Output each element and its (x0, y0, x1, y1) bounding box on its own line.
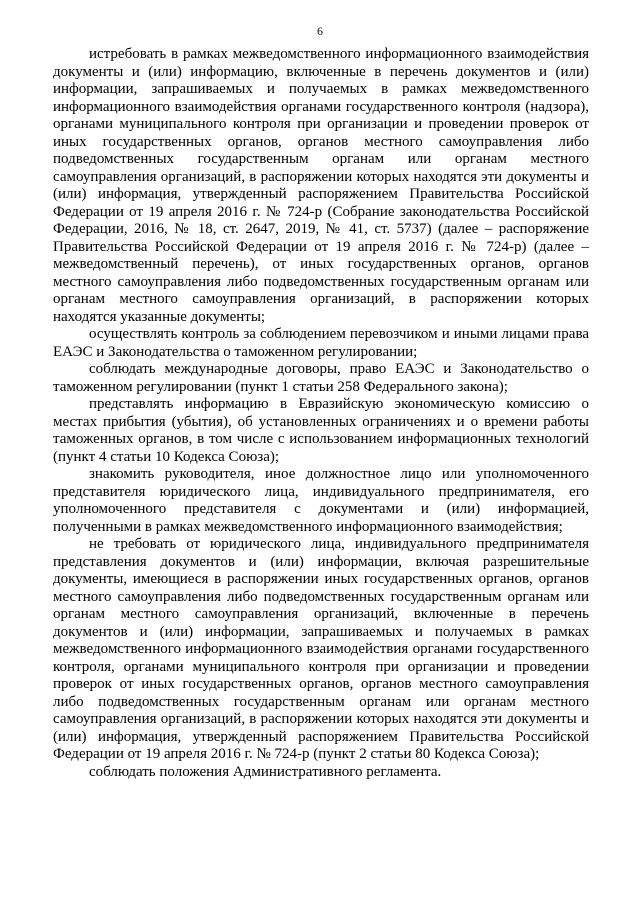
paragraph-control-carrier: осуществлять контроль за соблюдением перевозчиком и иными лицами права ЕАЭС и Законодательства о таможенном регулировании; (53, 326, 589, 360)
paragraph-provide-information: представлять информацию в Евразийскую экономическую комиссию о местах прибытия (убытия), об установленных ограничениях и о времени работы таможенных органов, в том числе с использованием информационных технологий (пункт 4 статьи 10 Кодекса Союза); (53, 396, 589, 465)
paragraph-request-documents: истребовать в рамках межведомственного информационного взаимодействия документы и (или) информацию, включенные в перечень документов и (или) информации, запрашиваемых и получаемых в рамках межведомственного информационного взаимодействия органами государственного контроля (надзора), органами муниципального контроля при организации и проведении проверок от иных государственных органов, органов местного самоуправления либо подведомственных государственным органам или органам местного самоуправления организаций, в распоряжении которых находятся эти документы и (или) информация, утвержденный распоряжением Правительства Российской Федерации от 19 апреля 2016 г. № 724-р (Собрание законодательства Российской Федерации, 2016, № 18, ст. 2647, 2019, № 41, ст. 5737) (далее – распоряжение Правительства Российской Федерации от 19 апреля 2016 г. № 724-р) (далее – межведомственный перечень), от иных государственных органов, органов местного самоуправления либо подведомственных государственным органам или органам местного самоуправления организаций, в распоряжении которых находятся указанные документы; (53, 46, 589, 325)
paragraph-not-require-documents: не требовать от юридического лица, индивидуального предпринимателя представления документов и (или) информации, включая разрешительные документы, имеющиеся в распоряжении иных государственных органов, органов местного самоуправления либо подведомственных государственным органам или органам местного самоуправления организаций, включенные в перечень документов и (или) информации, запрашиваемых и получаемых в рамках межведомственного информационного взаимодействия органами государственного контроля, органами муниципального контроля при организации и проведении проверок от иных государственных органов, органов местного самоуправления либо подведомственных государственным органам или органам местного самоуправления организаций, в распоряжении которых находятся эти документы и (или) информация, утвержденный распоряжением Правительства Российской Федерации от 19 апреля 2016 г. № 724-р (пункт 2 статьи 80 Кодекса Союза); (53, 536, 589, 762)
paragraph-acquaint-representative: знакомить руководителя, иное должностное лицо или уполномоченного представителя юридического лица, индивидуального предпринимателя, его уполномоченного представителя с документами и (или) информацией, полученными в рамках межведомственного информационного взаимодействия; (53, 466, 589, 535)
document-body (53, 46, 589, 781)
page-number: 6 (317, 24, 323, 38)
paragraph-observe-regulation: соблюдать положения Административного регламента. (89, 763, 442, 780)
paragraph-observe-treaties: соблюдать международные договоры, право ЕАЭС и Законодательство о таможенном регулировании (пункт 1 статьи 258 Федерального закона); (53, 361, 589, 395)
